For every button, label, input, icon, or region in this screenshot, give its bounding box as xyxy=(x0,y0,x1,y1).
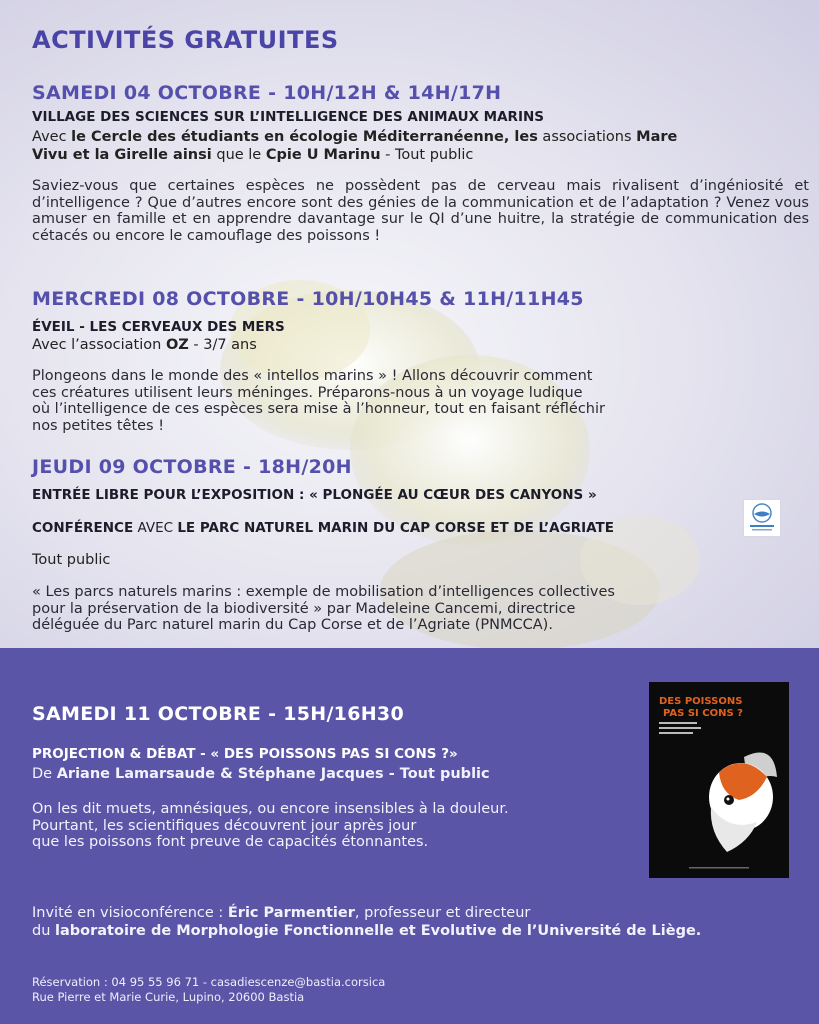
event1-with-text-3: que le xyxy=(211,147,266,163)
event3-date: JEUDI 09 OCTOBRE - 18H/20H xyxy=(32,456,352,478)
event1-description: Saviez-vous que certaines espèces ne possèdent pas de cerveau mais rivalisent d’ingéniosité et d’intelligence ? Que d’autres encore sont des génies de la communication et de l’adaptation ? Venez vous amuser en famille et en apprendre davantage sur le QI d’une huitre, la stratégie de communication des cétacés ou encore le camouflage des poissons ! xyxy=(32,178,809,244)
event2-audience: - 3/7 ans xyxy=(188,337,257,353)
event1-partners xyxy=(32,128,792,164)
event1-with-text-2: associations xyxy=(537,129,637,145)
event4-guest-du: du xyxy=(32,923,56,939)
event1-date: SAMEDI 04 OCTOBRE - 10H/12H & 14H/17H xyxy=(32,82,502,104)
event1-with-text: Avec xyxy=(32,129,72,145)
event1-partner-2: Mare xyxy=(636,129,678,145)
event4-description xyxy=(32,801,509,851)
event2-description-line: ces créatures utilisent leurs méninges. Préparons-nous à un voyage ludique xyxy=(32,384,583,401)
event4-date: SAMEDI 11 OCTOBRE - 15H/16H30 xyxy=(32,703,404,725)
event4-authors xyxy=(32,765,490,783)
event4-guest-name: Éric Parmentier xyxy=(227,905,355,921)
footer-address: Rue Pierre et Marie Curie, Lupino, 20600 Bastia xyxy=(32,990,305,1004)
event2-with-text: Avec l’association xyxy=(32,337,166,353)
event4-description-line: que les poissons font preuve de capacités étonnantes. xyxy=(32,834,429,850)
event3-exhibition: ENTRÉE LIBRE POUR L’EXPOSITION : « PLONGÉE AU CŒUR DES CANYONS » xyxy=(32,487,597,503)
event2-description-line: nos petites têtes ! xyxy=(32,417,165,434)
film-poster-image xyxy=(649,682,789,878)
event1-title: VILLAGE DES SCIENCES SUR L’INTELLIGENCE DES ANIMAUX MARINS xyxy=(32,109,544,125)
event3-conference-label: CONFÉRENCE xyxy=(32,520,134,536)
event4-description-line: On les dit muets, amnésiques, ou encore insensibles à la douleur. xyxy=(32,801,509,817)
event1-partner-1: le Cercle des étudiants en écologie Méditerranéenne, les xyxy=(71,129,538,145)
event3-description-line: déléguée du Parc naturel marin du Cap Corse et de l’Agriate (PNMCCA). xyxy=(32,617,553,633)
page-title: ACTIVITÉS GRATUITES xyxy=(32,26,339,54)
park-logo-badge xyxy=(743,499,781,537)
event2-date: MERCREDI 08 OCTOBRE - 10H/10H45 & 11H/11H45 xyxy=(32,288,584,310)
event2-description xyxy=(32,368,605,434)
event4-guest-role: , professeur et directeur xyxy=(354,905,531,921)
event3-conference-partner: LE PARC NATUREL MARIN DU CAP CORSE ET DE L’AGRIATE xyxy=(177,520,614,536)
event2-partner: OZ xyxy=(165,337,189,353)
footer-reservation: Réservation : 04 95 55 96 71 - casadiescenze@bastia.corsica xyxy=(32,975,386,989)
event2-title: ÉVEIL - LES CERVEAUX DES MERS xyxy=(32,319,285,335)
event3-conference xyxy=(32,520,614,536)
event2-description-line: où l’intelligence de ces espèces sera mise à l’honneur, tout en faisant réfléchir xyxy=(32,401,605,417)
event3-conference-with: AVEC xyxy=(133,520,178,536)
park-logo-icon xyxy=(744,500,780,536)
event1-partner-4: Cpie U Marinu xyxy=(265,147,381,163)
poster-title-line-1: DES POISSONS xyxy=(659,696,743,707)
event3-description-line: « Les parcs naturels marins : exemple de mobilisation d’intelligences collectives xyxy=(32,584,615,600)
goldfish-poster-illustration xyxy=(649,682,789,878)
event4-by-text: De xyxy=(32,766,57,782)
event2-partners xyxy=(32,336,257,354)
event1-audience: - Tout public xyxy=(380,147,474,163)
poster-title-line-2: PAS SI CONS ? xyxy=(663,708,743,719)
event3-description xyxy=(32,584,615,634)
event3-audience: Tout public xyxy=(32,552,111,568)
event2-description-line: Plongeons dans le monde des « intellos marins » ! Allons découvrir comment xyxy=(32,368,593,384)
event4-guest xyxy=(32,904,802,940)
event1-partner-3: Vivu et la Girelle ainsi xyxy=(32,147,212,163)
event3-description-line: pour la préservation de la biodiversité » par Madeleine Cancemi, directrice xyxy=(32,600,576,617)
event4-description-line: Pourtant, les scientifiques découvrent jour après jour xyxy=(32,817,417,834)
event4-title: PROJECTION & DÉBAT - « DES POISSONS PAS SI CONS ?» xyxy=(32,746,458,762)
event4-authors-names: Ariane Lamarsaude & Stéphane Jacques - Tout public xyxy=(56,766,490,782)
event4-guest-intro: Invité en visioconférence : xyxy=(32,905,228,921)
event4-guest-lab: laboratoire de Morphologie Fonctionnelle et Evolutive de l’Université de Liège. xyxy=(55,923,702,939)
